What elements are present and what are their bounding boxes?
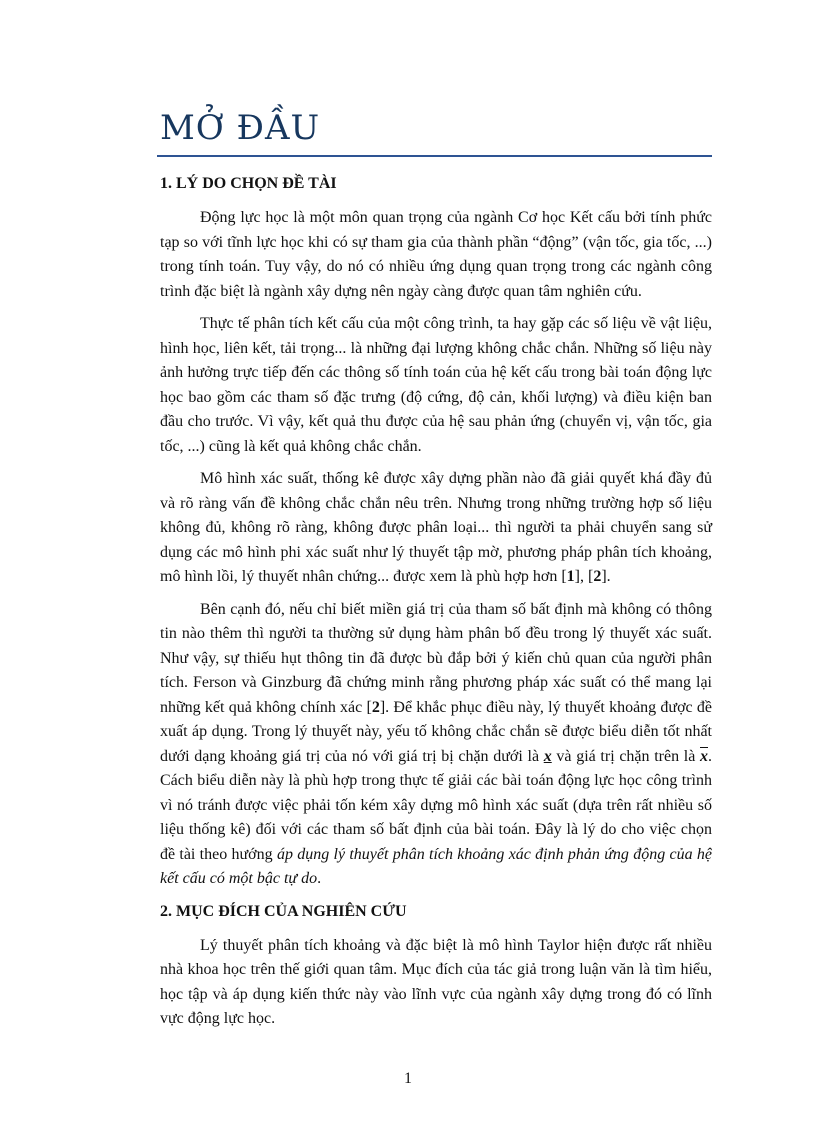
paragraph-4-part-a: Bên cạnh đó, nếu chỉ biết miền giá trị của tham số bất định mà không có thông tin nào thêm thì người ta thường sử dụng hàm phân bố đều trong lý thuyết xác suất. Như vậy, sự thiếu hụt thông tin đã được bù đắp bởi ý kiến chủ quan của người phân tích. Ferson và Ginzburg đã chứng minh rằng phương pháp xác suất có thể mang lại những kết quả không chính xác [ — [160, 600, 712, 716]
paragraph-4 — [160, 598, 712, 892]
paragraph-4-part-d: . Cách biểu diễn này là phù hợp trong thực tế giải các bài toán động lực học công trình vì nó tránh được việc phải tốn kém xây dựng mô hình xác suất (dựa trên rất nhiều số liệu thống kê) đối với các tham số bất định của bài toán. Đây là lý do cho việc chọn đề tài theo hướng — [160, 747, 712, 863]
citation-3: 2 — [371, 698, 380, 716]
page-number: 1 — [404, 1070, 412, 1087]
citation-1: 1 — [566, 568, 575, 585]
paragraph-2: Thực tế phân tích kết cấu của một công trình, ta hay gặp các số liệu về vật liệu, hình học, liên kết, tải trọng... là những đại lượng không chắc chắn. Những số liệu này ảnh hưởng trực tiếp đến các thông số tính toán của hệ kết cấu trong bài toán động lực học bao gồm các tham số đặc trưng (độ cứng, độ cản, khối lượng) và điều kiện ban đầu cho trước. Vì vậy, kết quả thu được của hệ sau phản ứng (chuyển vị, vận tốc, gia tốc, ...) cũng là kết quả không chắc chắn. — [160, 315, 712, 455]
paragraph-1: Động lực học là một môn quan trọng của ngành Cơ học Kết cấu bởi tính phức tạp so với tĩnh lực học khi có sự tham gia của thành phần “động” (vận tốc, gia tốc, ...) trong tính toán. Tuy vậy, do nó có nhiều ứng dụng quan trọng trong các ngành công trình đặc biệt là ngành xây dựng nên ngày càng được quan tâm nghiên cứu. — [160, 209, 712, 300]
citation-close: ]. — [601, 568, 611, 585]
thesis-topic: áp dụng lý thuyết phân tích khoảng xác định phản ứng động của hệ kết cấu có một bậc tự do — [160, 845, 713, 887]
chapter-title: MỞ ĐẦU — [160, 108, 321, 148]
paragraph-4-part-c: và giá trị chặn trên là — [551, 747, 700, 765]
title-divider — [157, 155, 712, 157]
paragraph-3-text: Mô hình xác suất, thống kê được xây dựng phần nào đã giải quyết khá đầy đủ và rõ ràng vấn đề không chắc chắn nêu trên. Nhưng trong những trường hợp số liệu không đủ, không rõ ràng, không được phân loại... thì người ta phải chuyển sang sử dụng các mô hình phi xác suất như lý thuyết tập mờ, phương pháp phân tích khoảng, mô hình lồi, lý thuyết nhân chứng... được xem là phù hợp hơn [ — [160, 470, 712, 585]
paragraph-4-part-b: ]. Để khắc phục điều này, lý thuyết khoảng được đề xuất áp dụng. Trong lý thuyết này, yếu tố không chắc chắn sẽ được biểu diễn tốt nhất dưới dạng khoảng giá trị của nó với giá trị bị chặn dưới là — [160, 698, 712, 765]
lower-bound-symbol: x — [543, 747, 552, 765]
section-heading-2: 2. MỤC ĐÍCH CỦA NGHIÊN CỨU — [160, 902, 407, 920]
citation-2: 2 — [593, 568, 602, 585]
paragraph-5: Lý thuyết phân tích khoảng và đặc biệt là mô hình Taylor hiện được rất nhiều nhà khoa học trên thế giới quan tâm. Mục đích của tác giả trong luận văn là tìm hiểu, học tập và áp dụng kiến thức này vào lĩnh vực của ngành xây dựng trong đó có lĩnh vực động lực học. — [160, 936, 712, 1027]
citation-separator: ], [ — [574, 568, 594, 585]
document-body — [160, 172, 712, 1040]
paragraph-4-end: . — [317, 870, 322, 887]
paragraph-3 — [160, 467, 712, 590]
upper-bound-symbol: $\overline{x}$ — [700, 747, 708, 765]
section-heading-1: 1. LÝ DO CHỌN ĐỀ TÀI — [160, 175, 337, 192]
